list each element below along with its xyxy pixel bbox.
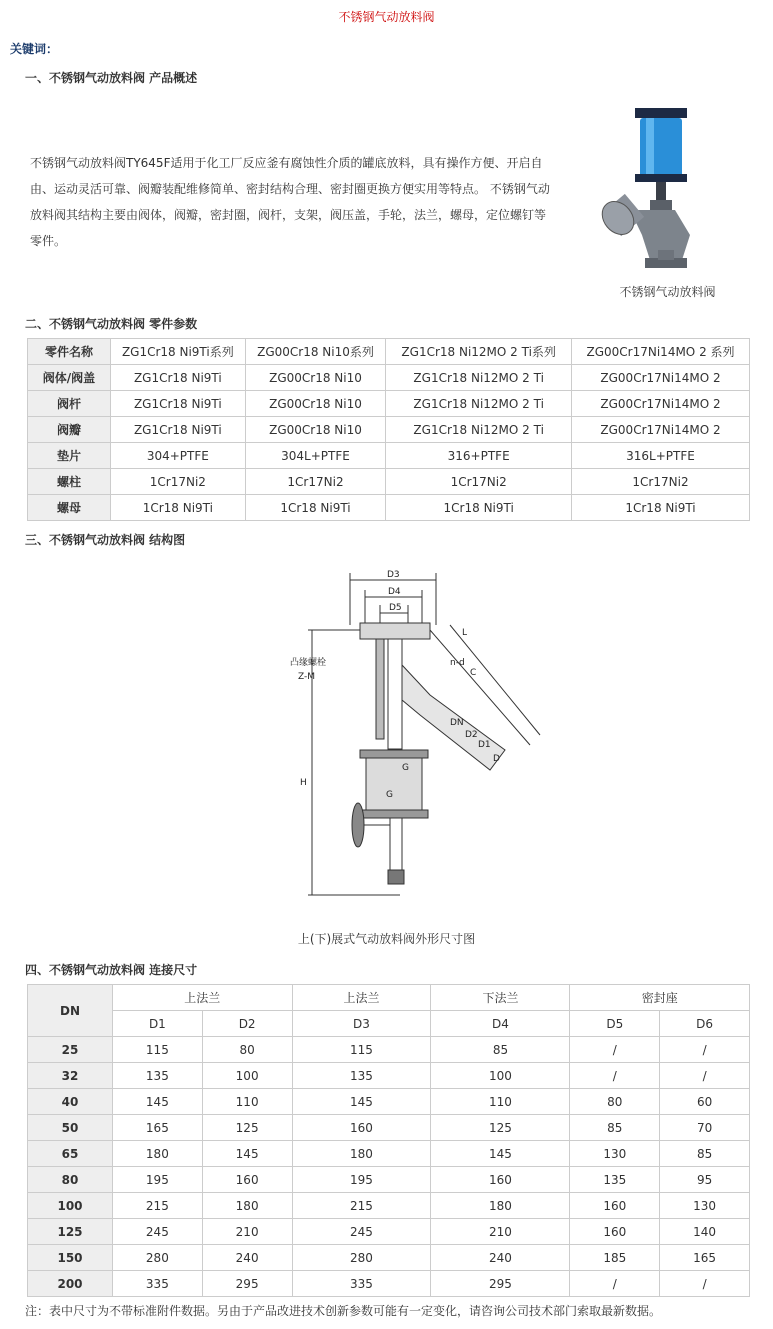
table-row	[28, 1063, 750, 1089]
table-cell: 210	[202, 1219, 292, 1245]
dim-label: G	[402, 763, 409, 773]
dimensions-table-body	[28, 1037, 750, 1297]
table-cell: 100	[28, 1193, 113, 1219]
table-header-cell: DN	[28, 985, 113, 1037]
table-cell: ZG00Cr18 Ni10	[245, 365, 386, 391]
table-cell: 160	[570, 1193, 660, 1219]
dim-label: DN	[450, 718, 464, 728]
table-cell: 1Cr17Ni2	[572, 469, 750, 495]
table-cell: 110	[202, 1089, 292, 1115]
table-cell: 180	[431, 1193, 570, 1219]
table-header-cell: 下法兰	[431, 985, 570, 1011]
table-cell: 316+PTFE	[386, 443, 572, 469]
table-cell: 215	[292, 1193, 431, 1219]
table-cell: /	[660, 1037, 750, 1063]
keywords-label: 关键词：	[10, 42, 59, 56]
dim-label: 凸缘螺栓	[290, 658, 327, 668]
table-cell: 100	[202, 1063, 292, 1089]
table-cell: /	[570, 1271, 660, 1297]
table-cell: 165	[660, 1245, 750, 1271]
table-cell: 1Cr17Ni2	[386, 469, 572, 495]
table-header-cell: ZG1Cr18 Ni12MO 2 Ti系列	[386, 339, 572, 365]
table-cell: ZG00Cr17Ni14MO 2	[572, 417, 750, 443]
table-cell: ZG1Cr18 Ni12MO 2 Ti	[386, 391, 572, 417]
table-cell: 165	[113, 1115, 203, 1141]
table-cell: 180	[113, 1141, 203, 1167]
table-cell: 1Cr18 Ni9Ti	[111, 495, 246, 521]
table-cell: 阀杆	[28, 391, 111, 417]
table-cell: 135	[113, 1063, 203, 1089]
table-cell: 200	[28, 1271, 113, 1297]
table-cell: 335	[292, 1271, 431, 1297]
table-cell: 195	[113, 1167, 203, 1193]
table-cell: 180	[292, 1141, 431, 1167]
table-cell: 80	[28, 1167, 113, 1193]
dim-label: G	[386, 790, 393, 800]
table-cell: 125	[28, 1219, 113, 1245]
footnote: 注：表中尺寸为不带标准附件数据。另由于产品改进技术创新参数可能有一定变化，请咨询公司技术部门索取最新数据。	[25, 1304, 662, 1318]
table-row	[28, 1115, 750, 1141]
page-title: 不锈钢气动放料阀	[338, 10, 435, 24]
table-header-cell: D2	[202, 1011, 292, 1037]
table-cell: 螺母	[28, 495, 111, 521]
table-cell: ZG00Cr17Ni14MO 2	[572, 365, 750, 391]
table-cell: 1Cr17Ni2	[111, 469, 246, 495]
table-cell: 40	[28, 1089, 113, 1115]
table-header-cell: D6	[660, 1011, 750, 1037]
table-header-cell: D5	[570, 1011, 660, 1037]
table-cell: ZG00Cr18 Ni10	[245, 391, 386, 417]
table-row	[28, 1089, 750, 1115]
table-row	[28, 339, 750, 365]
dimensions-table	[27, 984, 750, 1297]
table-cell: 135	[292, 1063, 431, 1089]
dim-label: H	[300, 778, 307, 788]
table-row	[28, 1167, 750, 1193]
dim-label: L	[462, 628, 468, 638]
table-cell: 160	[431, 1167, 570, 1193]
table-row	[28, 1011, 750, 1037]
table-cell: 280	[113, 1245, 203, 1271]
product-photo	[590, 100, 740, 275]
table-cell: 25	[28, 1037, 113, 1063]
table-cell: /	[570, 1063, 660, 1089]
table-cell: 160	[202, 1167, 292, 1193]
structure-diagram	[290, 565, 550, 925]
table-cell: 60	[660, 1089, 750, 1115]
table-cell: 50	[28, 1115, 113, 1141]
table-cell: 245	[113, 1219, 203, 1245]
table-cell: 1Cr18 Ni9Ti	[572, 495, 750, 521]
dim-label: D1	[478, 740, 491, 750]
table-row	[28, 1037, 750, 1063]
table-row	[28, 417, 750, 443]
table-cell: 145	[431, 1141, 570, 1167]
table-cell: 145	[292, 1089, 431, 1115]
table-cell: 210	[431, 1219, 570, 1245]
table-cell: 110	[431, 1089, 570, 1115]
table-cell: 195	[292, 1167, 431, 1193]
table-header-cell: 零件名称	[28, 339, 111, 365]
table-cell: ZG00Cr17Ni14MO 2	[572, 391, 750, 417]
dim-label: D	[493, 754, 500, 764]
table-cell: 316L+PTFE	[572, 443, 750, 469]
table-cell: 180	[202, 1193, 292, 1219]
table-row	[28, 1271, 750, 1297]
table-cell: 295	[431, 1271, 570, 1297]
table-cell: 1Cr18 Ni9Ti	[245, 495, 386, 521]
table-header-cell: D1	[113, 1011, 203, 1037]
table-cell: 304+PTFE	[111, 443, 246, 469]
table-cell: 70	[660, 1115, 750, 1141]
table-header-cell: ZG1Cr18 Ni9Ti系列	[111, 339, 246, 365]
section-structure-heading: 三、不锈钢气动放料阀 结构图	[25, 533, 186, 547]
table-cell: ZG1Cr18 Ni9Ti	[111, 417, 246, 443]
table-cell: 304L+PTFE	[245, 443, 386, 469]
table-cell: 125	[202, 1115, 292, 1141]
table-cell: 215	[113, 1193, 203, 1219]
table-header-cell: 上法兰	[292, 985, 431, 1011]
table-cell: 335	[113, 1271, 203, 1297]
table-cell: 85	[660, 1141, 750, 1167]
table-cell: /	[570, 1037, 660, 1063]
table-cell: 螺柱	[28, 469, 111, 495]
table-cell: 240	[431, 1245, 570, 1271]
table-row	[28, 365, 750, 391]
table-header-cell: D4	[431, 1011, 570, 1037]
table-cell: 130	[570, 1141, 660, 1167]
table-cell: 140	[660, 1219, 750, 1245]
table-cell: 130	[660, 1193, 750, 1219]
dim-label: n-d	[450, 658, 465, 668]
table-cell: 115	[113, 1037, 203, 1063]
table-cell: 135	[570, 1167, 660, 1193]
dim-label: D2	[465, 730, 478, 740]
table-cell: 185	[570, 1245, 660, 1271]
photo-caption: 不锈钢气动放料阀	[619, 285, 716, 299]
table-row	[28, 985, 750, 1011]
table-cell: 150	[28, 1245, 113, 1271]
table-cell: 1Cr18 Ni9Ti	[386, 495, 572, 521]
table-cell: /	[660, 1063, 750, 1089]
table-row	[28, 1219, 750, 1245]
table-row	[28, 495, 750, 521]
table-cell: 145	[202, 1141, 292, 1167]
dim-label: D4	[388, 587, 401, 597]
table-cell: ZG1Cr18 Ni9Ti	[111, 365, 246, 391]
table-cell: ZG1Cr18 Ni12MO 2 Ti	[386, 417, 572, 443]
table-row	[28, 443, 750, 469]
table-cell: 垫片	[28, 443, 111, 469]
intro-paragraph: 不锈钢气动放料阀TY645F适用于化工厂反应釜有腐蚀性介质的罐底放料，具有操作方便、开启自由、运动灵活可靠、阀瓣装配维修简单、密封结构合理、密封圈更换方便实用等特点。 不锈钢气动放料阀其结构主要由阀体，阀瓣，密封圈，阀杆，支架，阀压盖，手轮，法兰，螺母，定位螺钉等零件。	[30, 156, 550, 248]
section-parts-heading: 二、不锈钢气动放料阀 零件参数	[25, 317, 198, 331]
table-cell: 115	[292, 1037, 431, 1063]
table-header-cell: 上法兰	[113, 985, 293, 1011]
diagram-caption: 上(下)展式气动放料阀外形尺寸图	[297, 932, 476, 946]
dim-label: Z-M	[298, 672, 316, 682]
table-header-cell: ZG00Cr18 Ni10系列	[245, 339, 386, 365]
table-row	[28, 469, 750, 495]
table-cell: 阀瓣	[28, 417, 111, 443]
table-cell: 160	[292, 1115, 431, 1141]
table-cell: /	[660, 1271, 750, 1297]
dim-label: C	[470, 668, 477, 678]
table-cell: 80	[202, 1037, 292, 1063]
section-dimensions-heading: 四、不锈钢气动放料阀 连接尺寸	[25, 963, 198, 977]
table-row	[28, 1193, 750, 1219]
table-cell: 145	[113, 1089, 203, 1115]
table-cell: 125	[431, 1115, 570, 1141]
table-header-cell: ZG00Cr17Ni14MO 2 系列	[572, 339, 750, 365]
table-row	[28, 1141, 750, 1167]
table-cell: 295	[202, 1271, 292, 1297]
table-cell: 65	[28, 1141, 113, 1167]
section-overview-heading: 一、不锈钢气动放料阀 产品概述	[25, 71, 198, 85]
table-row	[28, 1245, 750, 1271]
table-row	[28, 391, 750, 417]
table-cell: ZG1Cr18 Ni9Ti	[111, 391, 246, 417]
table-cell: ZG00Cr18 Ni10	[245, 417, 386, 443]
table-cell: 240	[202, 1245, 292, 1271]
table-header-cell: D3	[292, 1011, 431, 1037]
table-cell: ZG1Cr18 Ni12MO 2 Ti	[386, 365, 572, 391]
table-cell: 80	[570, 1089, 660, 1115]
dim-label: D3	[387, 570, 400, 580]
table-cell: 245	[292, 1219, 431, 1245]
dim-label: D5	[389, 603, 402, 613]
table-cell: 95	[660, 1167, 750, 1193]
table-cell: 280	[292, 1245, 431, 1271]
table-header-cell: 密封座	[570, 985, 750, 1011]
parts-table	[27, 338, 750, 521]
table-cell: 32	[28, 1063, 113, 1089]
table-cell: 85	[431, 1037, 570, 1063]
table-cell: 160	[570, 1219, 660, 1245]
table-cell: 100	[431, 1063, 570, 1089]
table-cell: 85	[570, 1115, 660, 1141]
table-cell: 阀体/阀盖	[28, 365, 111, 391]
table-cell: 1Cr17Ni2	[245, 469, 386, 495]
